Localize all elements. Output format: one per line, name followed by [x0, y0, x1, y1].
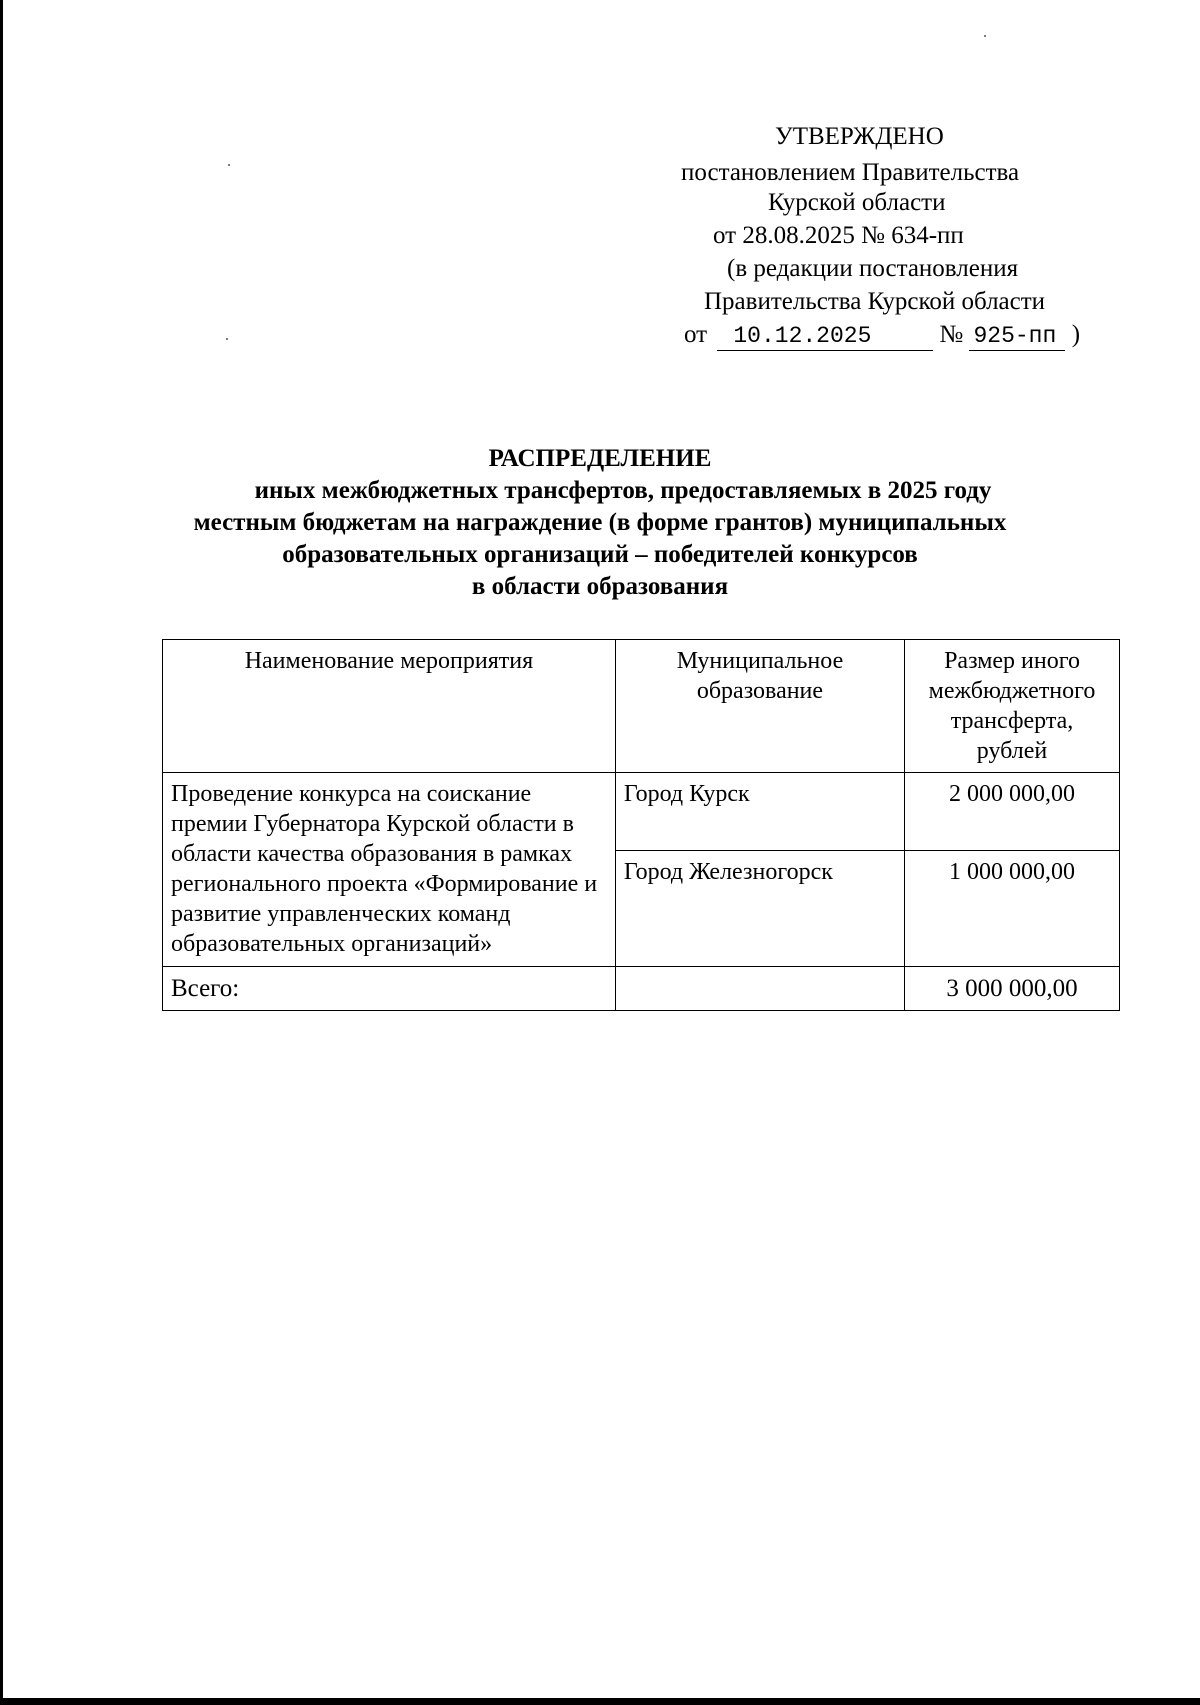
- scan-edge-bottom: [0, 1698, 1200, 1705]
- header-amount: Размер иного межбюджетного трансферта, рублей: [905, 640, 1120, 773]
- document-title: [150, 443, 1050, 603]
- municipality-cell: Город Железногорск: [615, 851, 904, 967]
- amount-cell: 1 000 000,00: [905, 851, 1120, 967]
- total-amount: 3 000 000,00: [905, 967, 1120, 1011]
- scan-speck: [984, 35, 986, 37]
- municipality-cell: Город Курск: [615, 773, 904, 851]
- approval-line-1: постановлением Правительства: [681, 159, 1020, 186]
- approval-line-5: Правительства Курской области: [704, 288, 1046, 315]
- title-line-3: местным бюджетам на награждение (в форме грантов) муниципальных: [193, 509, 1007, 536]
- header-municipality: Муниципальное образование: [615, 640, 904, 773]
- scan-speck: [228, 164, 230, 166]
- approval-line-2: Курской области: [768, 189, 946, 216]
- approval-line-3: от 28.08.2025 № 634-пп: [713, 222, 964, 249]
- scan-edge-left: [0, 0, 3, 1705]
- total-label: Всего:: [163, 967, 616, 1011]
- title-line-2: иных межбюджетных трансфертов, предоставляемых в 2025 году: [254, 477, 992, 504]
- approval-line-4: (в редакции постановления: [727, 255, 1019, 282]
- approval-number-value: 925-пп: [969, 322, 1065, 351]
- approval-date-prefix: от: [684, 321, 708, 348]
- event-name-cell: Проведение конкурса на соискание премии Губернатора Курской области в области качества образования в рамках регионального проекта «Формирование и развитие управленческих команд образовательных организаций»: [163, 773, 616, 967]
- approval-closing: ): [1071, 321, 1081, 348]
- table-header-row: [163, 640, 1120, 773]
- approval-date-value: 10.12.2025: [717, 322, 933, 351]
- title-line-4: образовательных организаций – победителей конкурсов: [282, 541, 918, 568]
- table-row: [163, 773, 1120, 851]
- approval-heading: УТВЕРЖДЕНО: [775, 123, 944, 150]
- header-event: Наименование мероприятия: [163, 640, 616, 773]
- approval-number-sign: №: [939, 321, 964, 348]
- scan-speck: [226, 338, 228, 340]
- distribution-table: [162, 639, 1120, 1011]
- amount-cell: 2 000 000,00: [905, 773, 1120, 851]
- title-line-1: РАСПРЕДЕЛЕНИЕ: [488, 445, 712, 472]
- total-municipality: [615, 967, 904, 1011]
- approval-date-line: [684, 319, 1080, 351]
- title-line-5: в области образования: [471, 573, 729, 600]
- total-row: [163, 967, 1120, 1011]
